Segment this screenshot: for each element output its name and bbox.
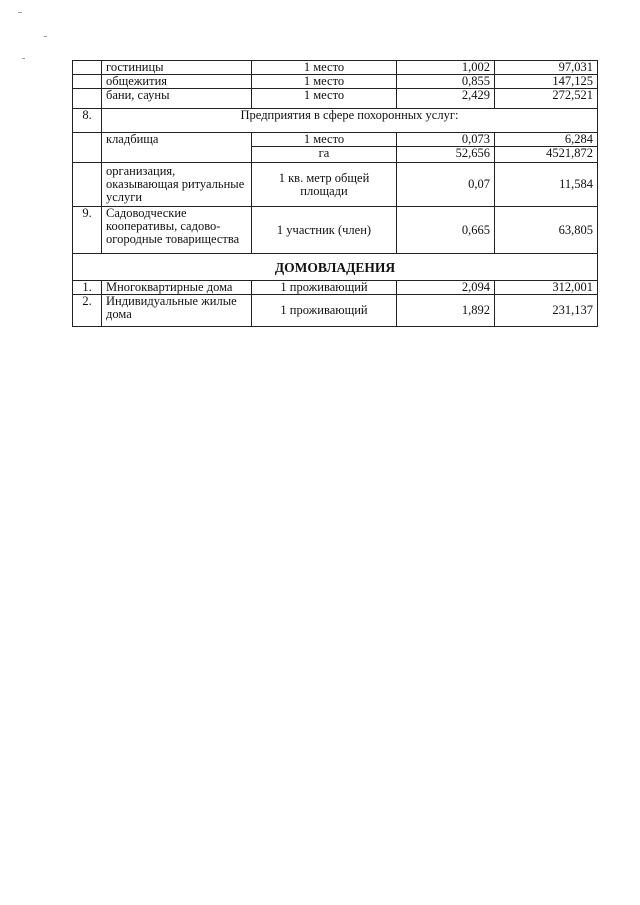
norm-cell: 2,429 (397, 89, 495, 109)
norm-cell: 0,073 (397, 133, 495, 147)
norm-cell: 0,07 (397, 163, 495, 207)
scan-speck (44, 36, 47, 37)
unit-cell: 1 проживающий (252, 281, 397, 295)
num-cell (73, 163, 102, 207)
name-cell: Индивидуальные жилые дома (102, 295, 252, 327)
volume-cell: 6,284 (495, 133, 598, 147)
volume-cell: 4521,872 (495, 147, 598, 163)
norm-cell: 2,094 (397, 281, 495, 295)
norm-cell: 1,002 (397, 61, 495, 75)
section-title: Предприятия в сфере похоронных услуг: (102, 109, 598, 133)
volume-cell: 63,805 (495, 207, 598, 254)
scan-speck (18, 12, 22, 13)
table-row (73, 295, 598, 327)
name-cell: кладбища (102, 133, 252, 163)
num-cell: 1. (73, 281, 102, 295)
name-cell: гостиницы (102, 61, 252, 75)
volume-cell: 97,031 (495, 61, 598, 75)
num-cell: 2. (73, 295, 102, 327)
norm-cell: 1,892 (397, 295, 495, 327)
norm-cell: 52,656 (397, 147, 495, 163)
volume-cell: 231,137 (495, 295, 598, 327)
volume-cell: 272,521 (495, 89, 598, 109)
table-row (73, 89, 598, 109)
households-title: ДОМОВЛАДЕНИЯ (73, 254, 598, 281)
section-number: 8. (73, 109, 102, 133)
norm-cell: 0,665 (397, 207, 495, 254)
table-row (73, 163, 598, 207)
unit-cell: 1 участник (член) (252, 207, 397, 254)
unit-cell: 1 кв. метр общей площади (252, 163, 397, 207)
volume-cell: 312,001 (495, 281, 598, 295)
section-header-row (73, 109, 598, 133)
num-cell (73, 133, 102, 163)
table-row (73, 207, 598, 254)
table-row (73, 75, 598, 89)
households-header-row (73, 254, 598, 281)
unit-cell: 1 место (252, 133, 397, 147)
table-row (73, 61, 598, 75)
name-cell: общежития (102, 75, 252, 89)
scan-speck (22, 58, 25, 59)
norm-cell: 0,855 (397, 75, 495, 89)
name-cell: Многоквартирные дома (102, 281, 252, 295)
name-cell: Садоводческие кооперативы, садово-огородные товарищества (102, 207, 252, 254)
num-cell (73, 61, 102, 75)
tariff-table (72, 60, 598, 327)
unit-cell: 1 место (252, 89, 397, 109)
volume-cell: 147,125 (495, 75, 598, 89)
name-cell: организация, оказывающая ритуальные услуги (102, 163, 252, 207)
num-cell (73, 75, 102, 89)
volume-cell: 11,584 (495, 163, 598, 207)
unit-cell: 1 место (252, 75, 397, 89)
unit-cell: 1 место (252, 61, 397, 75)
unit-cell: га (252, 147, 397, 163)
num-cell: 9. (73, 207, 102, 254)
table-row (73, 281, 598, 295)
name-cell: бани, сауны (102, 89, 252, 109)
table-row (73, 133, 598, 147)
unit-cell: 1 проживающий (252, 295, 397, 327)
num-cell (73, 89, 102, 109)
